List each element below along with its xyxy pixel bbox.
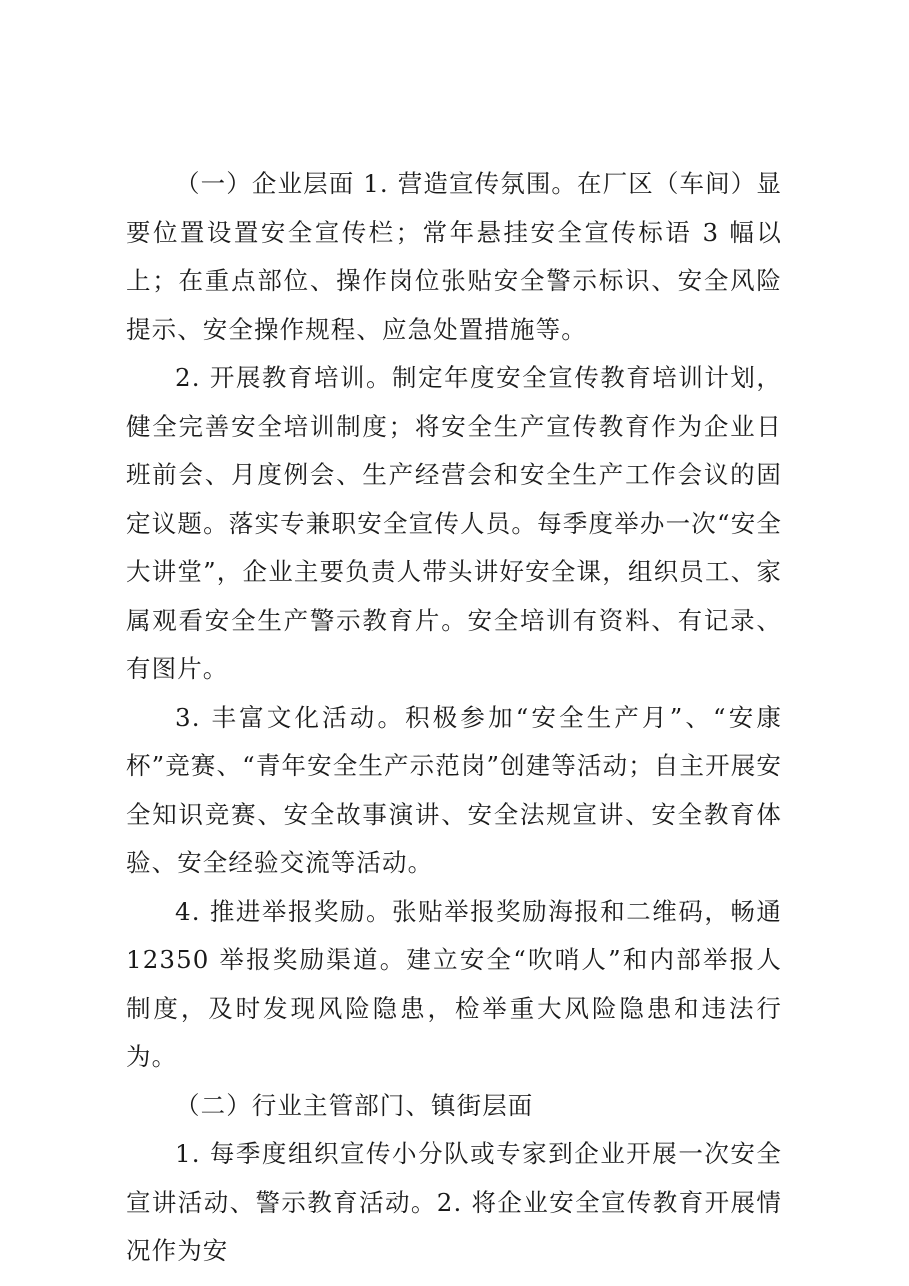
paragraph-report-rewards: 4. 推进举报奖励。张贴举报奖励海报和二维码，畅通 12350 举报奖励渠道。建立安全“吹哨人”和内部举报人制度，及时发现风险隐患，检举重大风险隐患和违法行为。 <box>126 896 782 1071</box>
paragraph-quarterly-activities: 1. 每季度组织宣传小分队或专家到企业开展一次安全宣讲活动、警示教育活动。2. 将企业安全宣传教育开展情况作为安 <box>126 1139 782 1265</box>
section-heading-industry-departments: （二）行业主管部门、镇街层面 <box>175 1090 534 1120</box>
paragraph-education-training: 2. 开展教育培训。制定年度安全宣传教育培训计划，健全完善安全培训制度；将安全生产宣传教育作为企业日班前会、月度例会、生产经营会和安全生产工作会议的固定议题。落实专兼职安全宣传人员。每季度举办一次“安全大讲堂”，企业主要负责人带头讲好安全课，组织员工、家属观看安全生产警示教育片。安全培训有资料、有记录、有图片。 <box>126 363 782 683</box>
paragraph-cultural-activities: 3. 丰富文化活动。积极参加“安全生产月”、“安康杯”竞赛、“青年安全生产示范岗”创建等活动；自主开展安全知识竞赛、安全故事演讲、安全法规宣讲、安全教育体验、安全经验交流等活动。 <box>126 702 782 877</box>
document-body <box>126 160 782 1276</box>
paragraph-enterprise-level: （一）企业层面 1. 营造宣传氛围。在厂区（车间）显要位置设置安全宣传栏；常年悬挂安全宣传标语 3 幅以上；在重点部位、操作岗位张贴安全警示标识、安全风险提示、安全操作规程、应急处置措施等。 <box>126 169 782 344</box>
